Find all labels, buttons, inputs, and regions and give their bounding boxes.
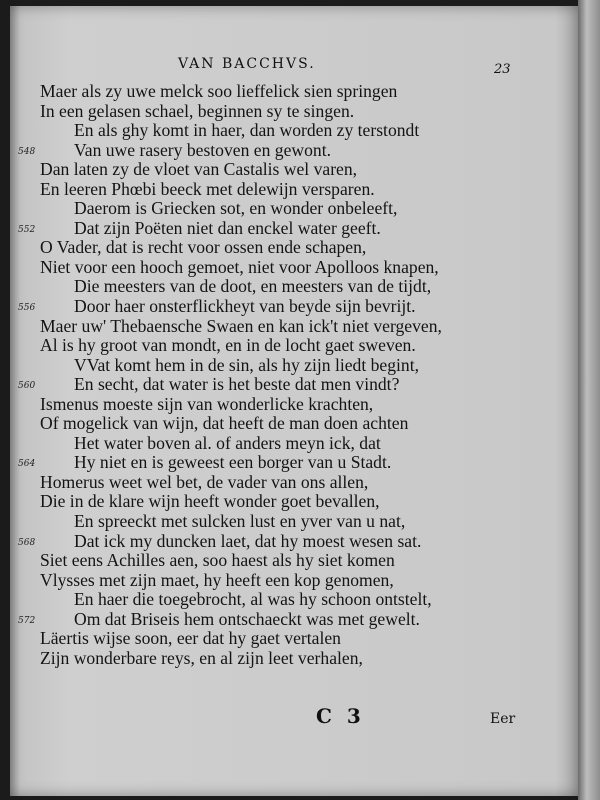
verse-text: Die meesters van de doot, en meesters van de tijdt, (74, 276, 432, 297)
line-number: 556 (18, 303, 36, 314)
verse-text: Läertis wijse soon, eer dat hy gaet vertalen (40, 628, 341, 649)
verse-line (10, 356, 578, 376)
verse-line (10, 414, 578, 434)
verse-text: Siet eens Achilles aen, soo haest als hy siet komen (40, 550, 395, 571)
verse-text: Dan laten zy de vloet van Castalis wel varen, (40, 159, 358, 180)
verse-text: Daerom is Griecken sot, en wonder onbeleeft, (74, 198, 398, 219)
verse-line (10, 317, 578, 337)
verse-text: Al is hy groot van mondt, en in de locht gaet sweven. (40, 335, 416, 356)
verse-line (10, 649, 578, 669)
running-header: VAN BACCHVS. (178, 56, 316, 72)
verse-line (10, 610, 578, 630)
verse-line (10, 492, 578, 512)
verse-line (10, 375, 578, 395)
verse-text: Niet voor een hooch gemoet, niet voor Apolloos knapen, (40, 256, 439, 277)
verse-text: Die in de klare wijn heeft wonder goet bevallen, (40, 491, 380, 512)
verse-line (10, 473, 578, 493)
verse-line (10, 160, 578, 180)
verse-line (10, 141, 578, 161)
verse-text: Homerus weet wel bet, de vader van ons allen, (40, 471, 369, 492)
verse-text: Maer als zy uwe melck soo lieffelick sien springen (40, 81, 398, 101)
verse-line (10, 199, 578, 219)
verse-text: En secht, dat water is het beste dat men vindt? (74, 374, 400, 395)
verse-line (10, 532, 578, 552)
verse-line (10, 82, 578, 102)
line-number: 564 (18, 459, 36, 470)
verse-text: Ismenus moeste sijn van wonderlicke krachten, (40, 393, 374, 414)
verse-text: Hy niet en is geweest een borger van u Stadt. (74, 452, 392, 473)
verse-line (10, 336, 578, 356)
verse-line (10, 395, 578, 415)
verse-line (10, 453, 578, 473)
book-page (10, 6, 578, 796)
verse-line (10, 258, 578, 278)
verse-line (10, 277, 578, 297)
verse-line (10, 434, 578, 454)
verse-text: Zijn wonderbare reys, en al zijn leet verhalen, (40, 647, 363, 668)
verse-text: Het water boven al. of anders meyn ick, dat (74, 432, 381, 453)
verse-line (10, 102, 578, 122)
verse-text: Maer uw' Thebaensche Swaen en kan ick't niet vergeven, (40, 315, 442, 336)
line-number: 548 (18, 146, 36, 157)
verse-line (10, 297, 578, 317)
verse-lines (10, 82, 578, 668)
adjacent-page-edge (578, 0, 600, 800)
verse-text: Of mogelick van wijn, dat heeft de man doen achten (40, 413, 409, 434)
signature-mark: C 3 (316, 704, 365, 728)
verse-line (10, 180, 578, 200)
verse-text: Vlysses met zijn maet, hy heeft een kop genomen, (40, 569, 394, 590)
verse-text: O Vader, dat is recht voor ossen ende schapen, (40, 237, 367, 258)
verse-text: In een gelasen schael, beginnen sy te singen. (40, 100, 355, 121)
verse-line (10, 571, 578, 591)
page-number: 23 (494, 62, 511, 77)
verse-text: En haer die toegebrocht, al was hy schoon ontstelt, (74, 589, 432, 610)
verse-text: Om dat Briseis hem ontschaeckt was met gewelt. (74, 608, 420, 629)
verse-text: VVat komt hem in de sin, als hy zijn liedt begint, (74, 354, 419, 375)
line-number: 560 (18, 381, 36, 392)
verse-line (10, 121, 578, 141)
verse-line (10, 238, 578, 258)
verse-line (10, 590, 578, 610)
verse-line (10, 219, 578, 239)
line-number: 552 (18, 224, 36, 235)
verse-text: Dat ick my duncken laet, dat hy moest wesen sat. (74, 530, 422, 551)
verse-text: Van uwe rasery bestoven en gewont. (74, 139, 331, 160)
verse-text: En leeren Phœbi beeck met delewijn versparen. (40, 178, 375, 199)
verse-text: En als ghy komt in haer, dan worden zy terstondt (74, 120, 420, 141)
verse-line (10, 629, 578, 649)
verse-line (10, 551, 578, 571)
catchword: Eer (490, 711, 516, 727)
verse-text: Dat zijn Poëten niet dan enckel water geeft. (74, 217, 381, 238)
verse-line (10, 512, 578, 532)
verse-text: Door haer onsterflickheyt van beyde sijn bevrijt. (74, 296, 416, 317)
verse-text: En spreeckt met sulcken lust en yver van u nat, (74, 511, 406, 532)
line-number: 572 (18, 615, 36, 626)
line-number: 568 (18, 537, 36, 548)
